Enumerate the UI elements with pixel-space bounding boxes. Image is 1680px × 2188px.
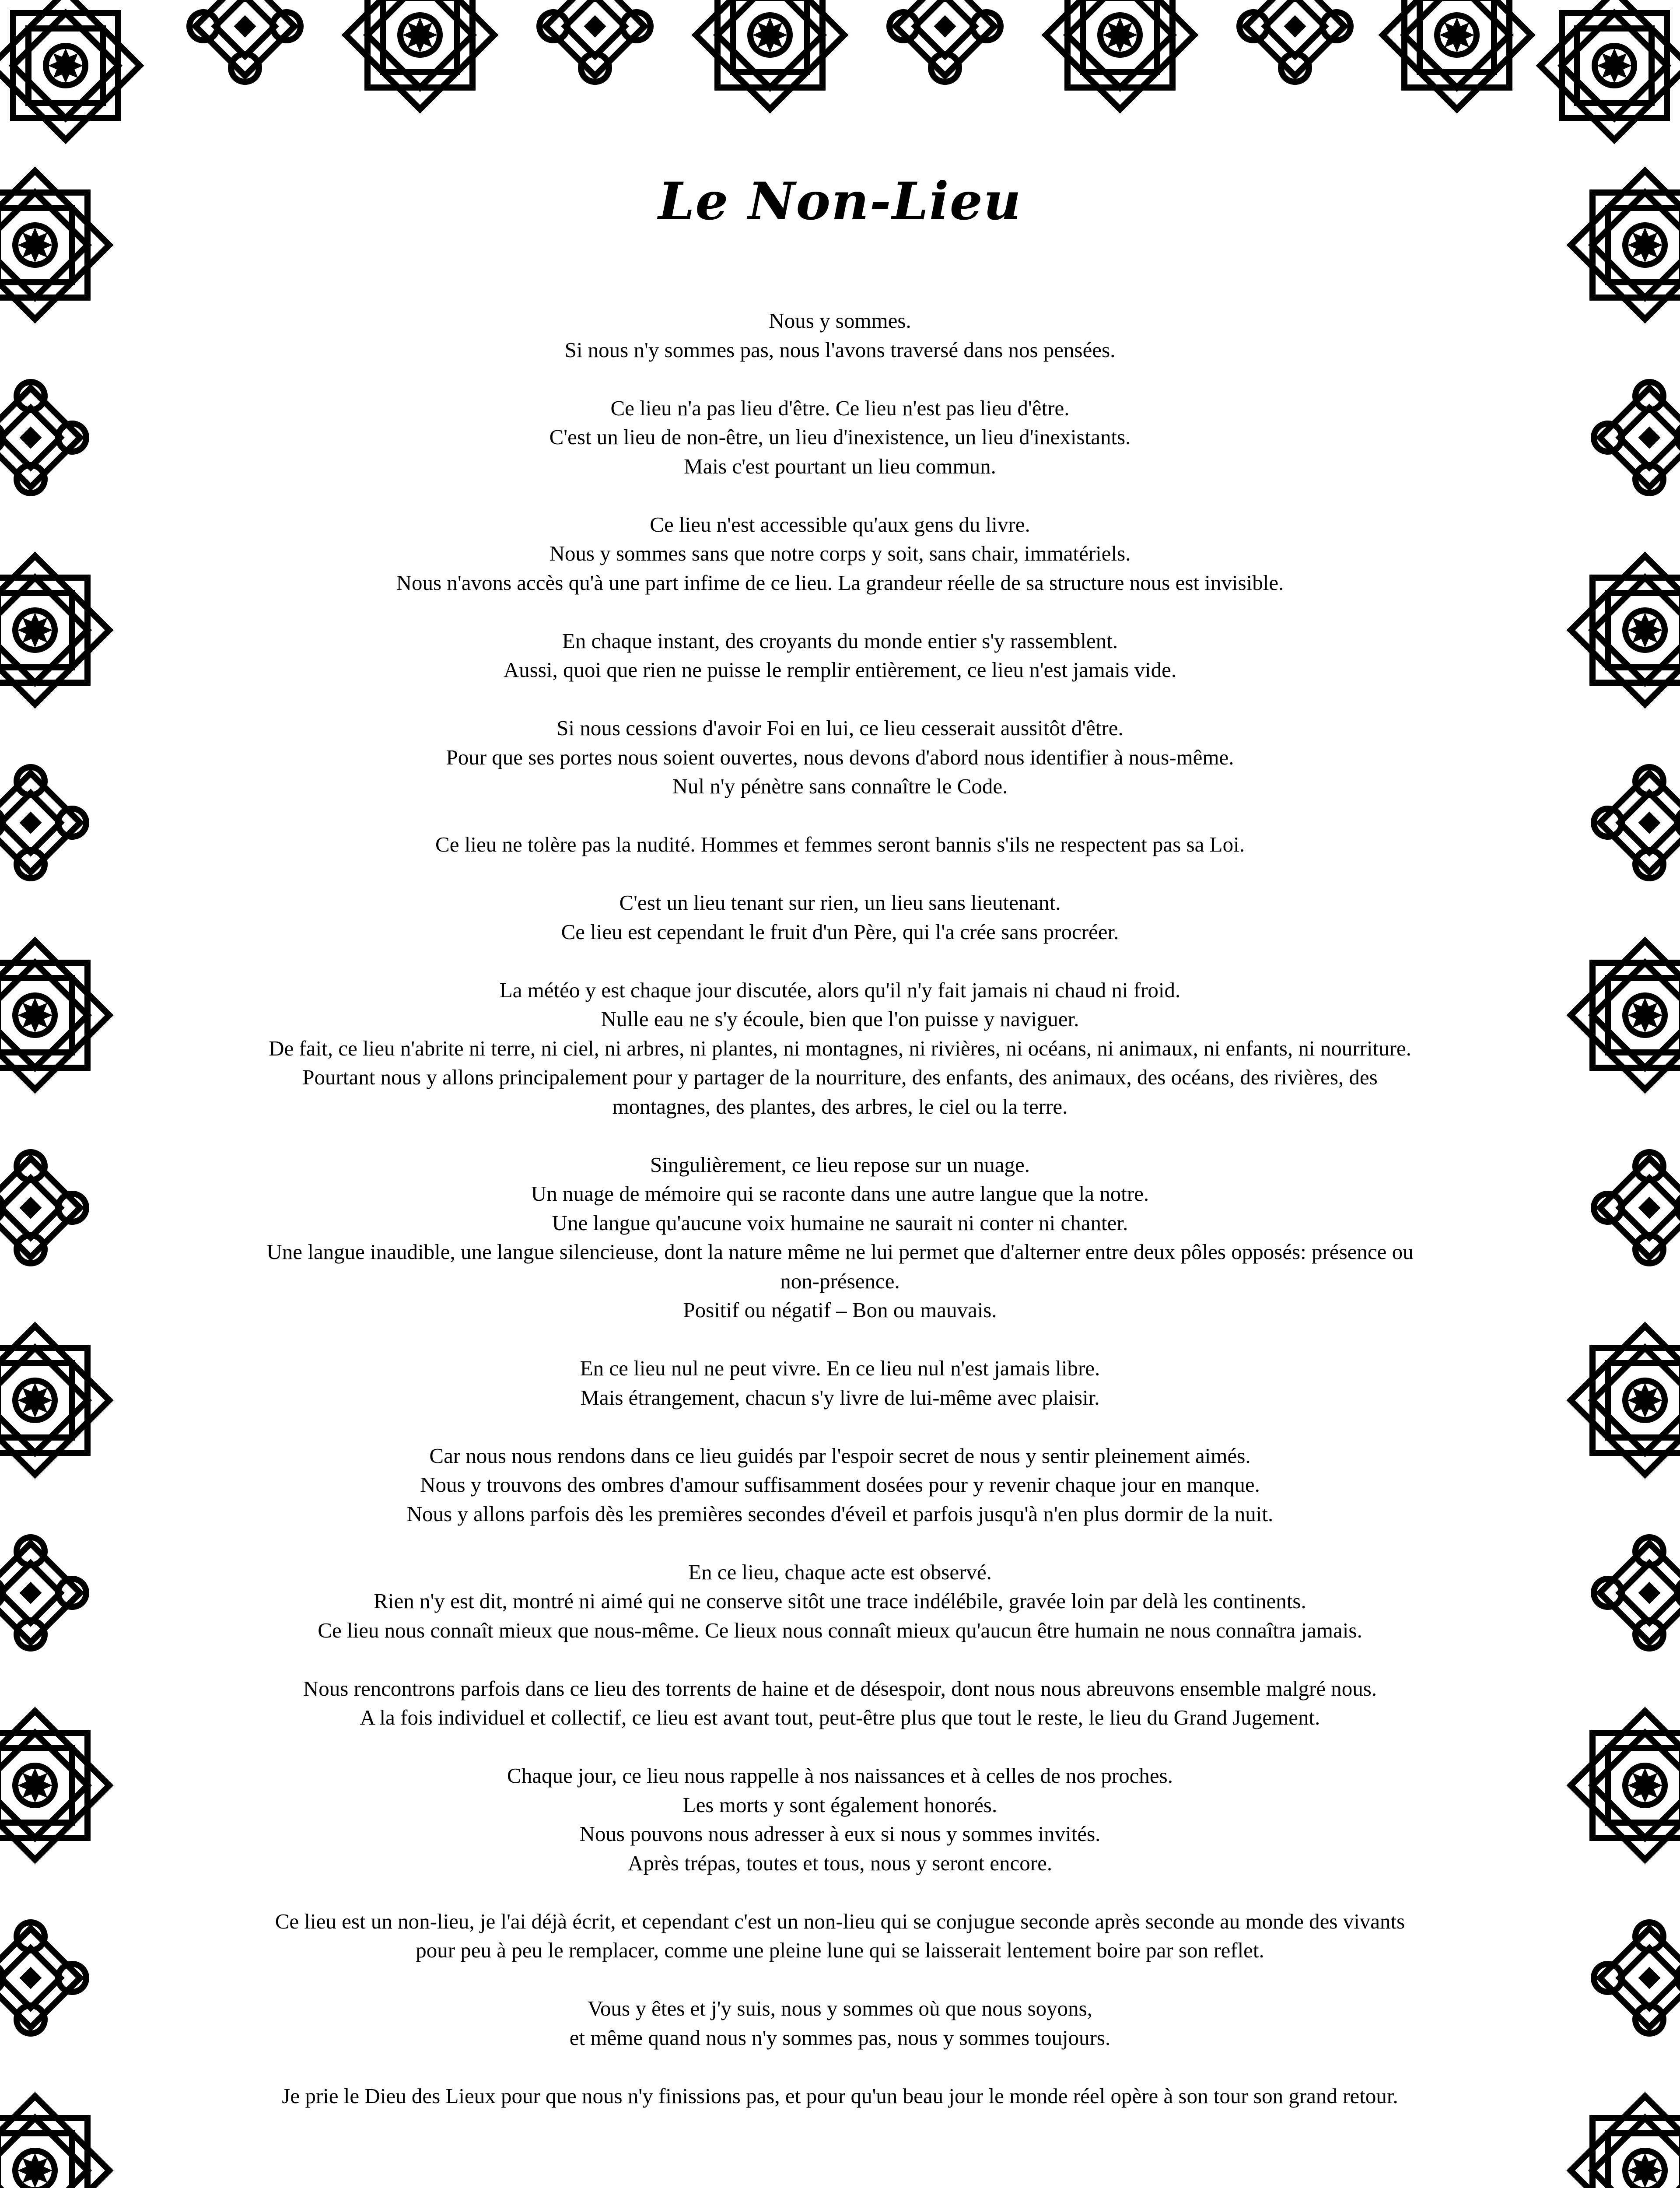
poem-line: En ce lieu, chaque acte est observé. [688, 1560, 992, 1584]
poem-line: Un nuage de mémoire qui se raconte dans une autre langue que la notre. [531, 1182, 1149, 1206]
poem-line: Ce lieu est cependant le fruit d'un Père, qui l'a crée sans procréer. [561, 919, 1119, 944]
poem-line: Aussi, quoi que rien ne puisse le remplir entièrement, ce lieu n'est jamais vide. [503, 658, 1177, 682]
poem-line: Car nous nous rendons dans ce lieu guidés par l'espoir secret de nous y sentir pleinement aimés. [429, 1443, 1251, 1468]
poem-body [144, 306, 1536, 2140]
stanza [144, 1150, 1536, 1325]
poem-line: Pourtant nous y allons principalement pour y partager de la nourriture, des enfants, des animaux, des océans, des rivières, des [302, 1065, 1378, 1089]
poem-line: Si nous cessions d'avoir Foi en lui, ce lieu cesserait aussitôt d'être. [556, 716, 1124, 740]
stanza [144, 1558, 1536, 1645]
poem-line: C'est un lieu tenant sur rien, un lieu sans lieutenant. [619, 891, 1061, 915]
poem-line: Nous rencontrons parfois dans ce lieu des torrents de haine et de désespoir, dont nous nous abreuvons ensemble malgré nous. [303, 1676, 1377, 1701]
stanza [144, 976, 1536, 1122]
stanza [144, 1907, 1536, 1965]
poem-line: C'est un lieu de non-être, un lieu d'inexistence, un lieu d'inexistants. [549, 425, 1131, 449]
stanza [144, 306, 1536, 365]
poem-line: De fait, ce lieu n'abrite ni terre, ni ciel, ni arbres, ni plantes, ni montagnes, ni rivières, ni océans, ni animaux, ni enfants, ni nourriture. [269, 1036, 1411, 1060]
stanza [144, 1994, 1536, 2052]
poem-line: Ce lieu n'a pas lieu d'être. Ce lieu n'est pas lieu d'être. [610, 396, 1070, 420]
stanza [144, 888, 1536, 947]
poem-line: En chaque instant, des croyants du monde entier s'y rassemblent. [562, 628, 1118, 653]
poem-line: Ce lieu n'est accessible qu'aux gens du livre. [650, 512, 1030, 536]
poem-line: non-présence. [780, 1269, 900, 1293]
poem-line: Nul n'y pénètre sans connaître le Code. [672, 774, 1008, 798]
stanza [144, 2082, 1536, 2111]
poem-line: pour peu à peu le remplacer, comme une pleine lune qui se laisserait lentement boire par son reflet. [416, 1938, 1264, 1962]
poem-line: Chaque jour, ce lieu nous rappelle à nos naissances et à celles de nos proches. [507, 1764, 1173, 1788]
poem-line: Vous y êtes et j'y suis, nous y sommes où que nous soyons, [587, 1996, 1092, 2020]
poem-line: Nulle eau ne s'y écoule, bien que l'on puisse y naviguer. [601, 1007, 1079, 1031]
poem-line: Nous y trouvons des ombres d'amour suffisamment dosées pour y revenir chaque jour en manque. [420, 1473, 1260, 1497]
poem-line: Mais étrangement, chacun s'y livre de lui-même avec plaisir. [580, 1385, 1100, 1410]
poem-line: Nous y sommes. [769, 309, 911, 333]
poem-line: Les morts y sont également honorés. [682, 1792, 998, 1817]
stanza [144, 830, 1536, 859]
poem-line: et même quand nous n'y sommes pas, nous y sommes toujours. [569, 2025, 1111, 2050]
stanza [144, 1761, 1536, 1878]
poem-line: Positif ou négatif – Bon ou mauvais. [683, 1298, 997, 1322]
stanza [144, 1674, 1536, 1732]
stanza [144, 1354, 1536, 1412]
poem-line: La météo y est chaque jour discutée, alors qu'il n'y fait jamais ni chaud ni froid. [499, 978, 1181, 1002]
poem-line: Je prie le Dieu des Lieux pour que nous n'y finissions pas, et pour qu'un beau jour le monde réel opère à son tour son grand retour. [282, 2083, 1398, 2108]
poem-line: Mais c'est pourtant un lieu commun. [684, 454, 996, 478]
poem-line: Ce lieu est un non-lieu, je l'ai déjà écrit, et cependant c'est un non-lieu qui se conjugue seconde après seconde au monde des vivants [275, 1909, 1405, 1933]
poem-line: montagnes, des plantes, des arbres, le ciel ou la terre. [612, 1094, 1068, 1119]
stanza [144, 510, 1536, 598]
poem-line: Nous pouvons nous adresser à eux si nous y sommes invités. [579, 1822, 1101, 1846]
poem-line: Nous y sommes sans que notre corps y soit, sans chair, immatériels. [549, 541, 1131, 565]
poem-line: Singulièrement, ce lieu repose sur un nuage. [650, 1152, 1030, 1177]
poem-line: A la fois individuel et collectif, ce lieu est avant tout, peut-être plus que tout le reste, le lieu du Grand Jugement. [360, 1705, 1320, 1729]
poem-line: Nous y allons parfois dès les premières secondes d'éveil et parfois jusqu'à n'en plus dormir de la nuit. [406, 1501, 1274, 1526]
stanza [144, 714, 1536, 801]
poem-line: Pour que ses portes nous soient ouvertes, nous devons d'abord nous identifier à nous-même. [446, 745, 1234, 769]
stanza [144, 1441, 1536, 1529]
poem-line: Après trépas, toutes et tous, nous y seront encore. [627, 1851, 1053, 1875]
page-title: Le Non-Lieu [658, 171, 1022, 231]
poem-line: Si nous n'y sommes pas, nous l'avons traversé dans nos pensées. [564, 337, 1116, 362]
poem-line: Ce lieu nous connaît mieux que nous-même. Ce lieux nous connaît mieux qu'aucun être humain ne nous connaîtra jamais. [318, 1618, 1362, 1642]
stanza [144, 394, 1536, 481]
poem-line: En ce lieu nul ne peut vivre. En ce lieu nul n'est jamais libre. [580, 1356, 1100, 1380]
poem-line: Rien n'y est dit, montré ni aimé qui ne conserve sitôt une trace indélébile, gravée loin par delà les continents. [374, 1589, 1306, 1613]
poem-line: Nous n'avons accès qu'à une part infime de ce lieu. La grandeur réelle de sa structure nous est invisible. [396, 570, 1284, 595]
poem-line: Une langue inaudible, une langue silencieuse, dont la nature même ne lui permet que d'alterner entre deux pôles opposés: présence ou [266, 1240, 1414, 1264]
poem-line: Une langue qu'aucune voix humaine ne saurait ni conter ni chanter. [552, 1210, 1128, 1235]
stanza [144, 627, 1536, 685]
poem-line: Ce lieu ne tolère pas la nudité. Hommes et femmes seront bannis s'ils ne respectent pas sa Loi. [435, 832, 1245, 856]
